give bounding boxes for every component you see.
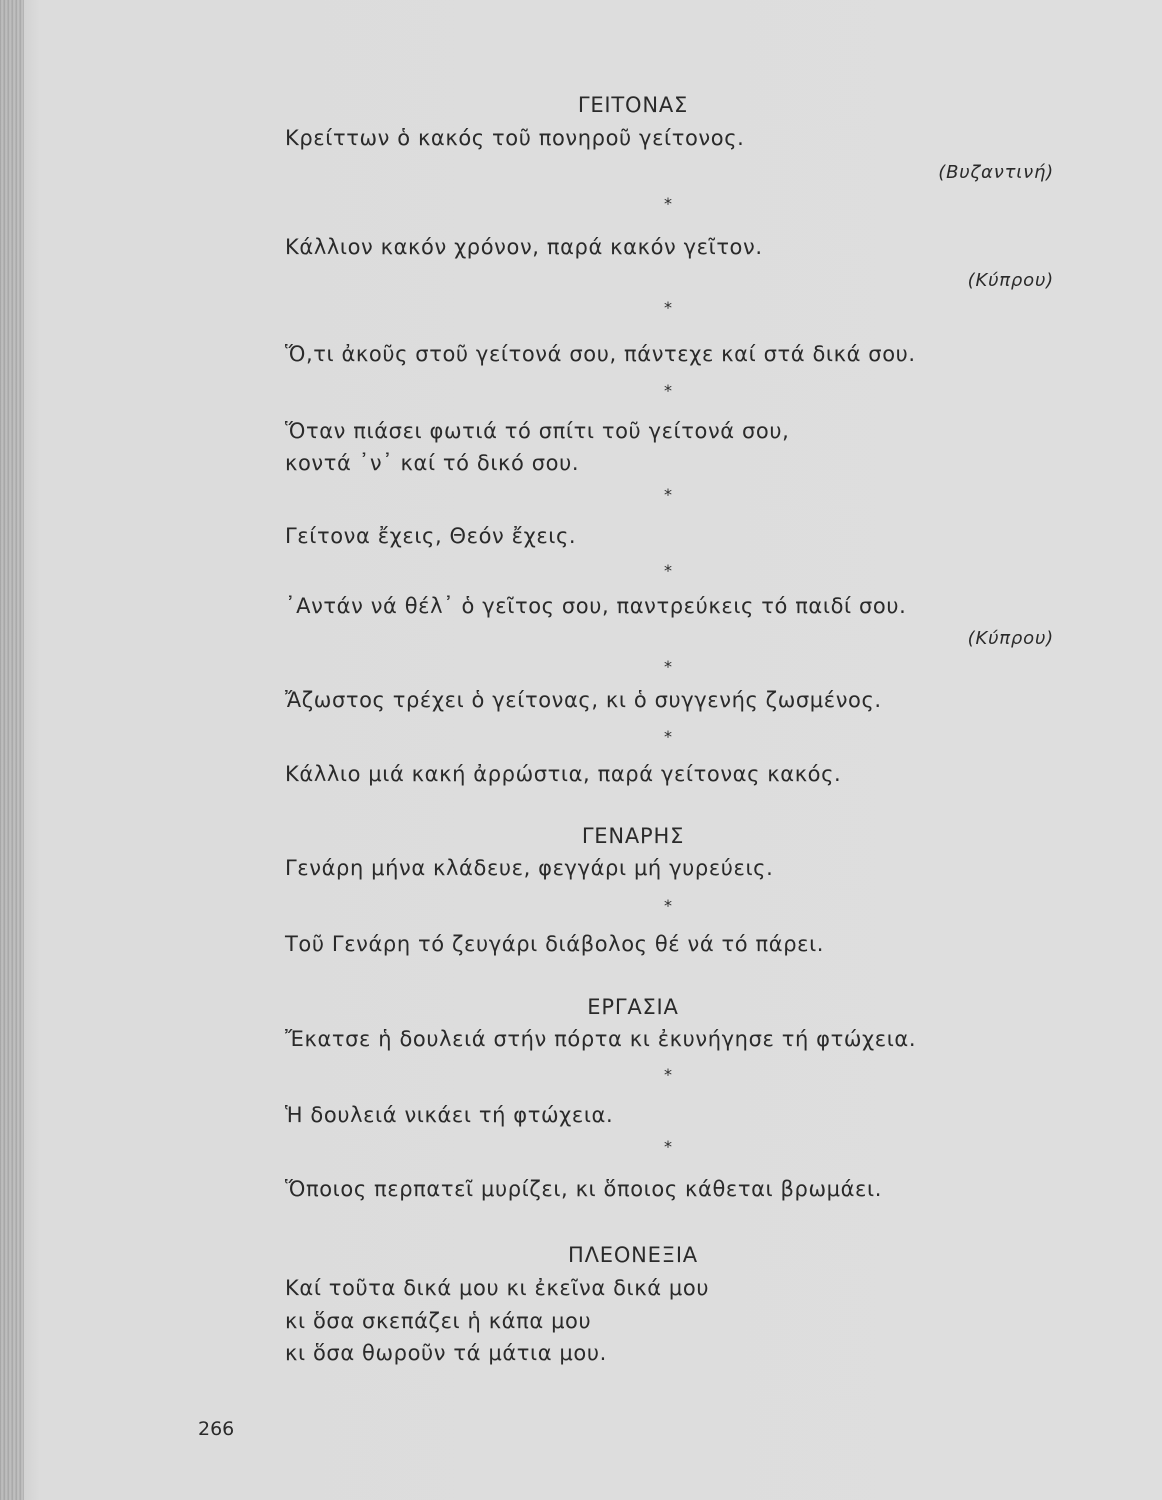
proverb-source: (Κύπρου): [967, 270, 1054, 291]
proverb-line: Ἔκατσε ἡ δουλειά στήν πόρτα κι ἐκυνήγησε τή φτώχεια.: [285, 1027, 917, 1051]
section-heading-geitonas: ΓΕΙΤΟΝΑΣ: [577, 93, 689, 117]
proverb-line: Τοῦ Γενάρη τό ζευγάρι διάβολος θέ νά τό πάρει.: [285, 932, 825, 956]
separator-star: *: [664, 194, 672, 213]
section-heading-genaris: ΓΕΝΑΡΗΣ: [581, 824, 685, 848]
proverb-source: (Κύπρου): [967, 628, 1054, 649]
proverb-line: κι ὅσα θωροῦν τά μάτια μου.: [285, 1341, 607, 1365]
proverb-source: (Βυζαντινή): [938, 162, 1054, 183]
separator-star: *: [664, 1137, 672, 1156]
separator-star: *: [664, 561, 672, 580]
page-number: 266: [198, 1418, 235, 1440]
separator-star: *: [664, 298, 672, 317]
section-heading-pleonexia: ΠΛΕΟΝΕΞΙΑ: [568, 1243, 698, 1267]
proverb-line: Ὅ,τι ἀκοῦς στοῦ γείτονά σου, πάντεχε καί στά δικά σου.: [285, 342, 916, 366]
proverb-line: Ὅποιος περπατεῖ μυρίζει, κι ὅποιος κάθεται βρωμάει.: [285, 1177, 882, 1201]
proverb-line: Γενάρη μήνα κλάδευε, φεγγάρι μή γυρεύεις.: [285, 856, 774, 880]
proverb-line: κοντά ᾽ν᾽ καί τό δικό σου.: [285, 451, 580, 475]
separator-star: *: [664, 485, 672, 504]
separator-star: *: [664, 896, 672, 915]
proverb-line: Ἄζωστος τρέχει ὁ γείτονας, κι ὁ συγγενής ζωσμένος.: [285, 688, 882, 712]
proverb-line: ᾽Αντάν νά θέλ᾽ ὁ γεῖτος σου, παντρεύκεις τό παιδί σου.: [285, 594, 907, 618]
proverb-line: Καί τοῦτα δικά μου κι ἐκεῖνα δικά μου: [285, 1276, 710, 1300]
proverb-line: Ἡ δουλειά νικάει τή φτώχεια.: [285, 1103, 614, 1127]
separator-star: *: [664, 727, 672, 746]
proverb-line: Ὅταν πιάσει φωτιά τό σπίτι τοῦ γείτονά σου,: [285, 419, 790, 443]
proverb-line: Κάλλιο μιά κακή ἀρρώστια, παρά γείτονας κακός.: [285, 762, 842, 786]
separator-star: *: [664, 1065, 672, 1084]
separator-star: *: [664, 381, 672, 400]
proverb-line: κι ὅσα σκεπάζει ἡ κάπα μου: [285, 1309, 592, 1333]
proverb-line: Γείτονα ἔχεις, Θεόν ἔχεις.: [285, 524, 577, 548]
section-heading-ergasia: ΕΡΓΑΣΙΑ: [587, 995, 679, 1019]
proverb-line: Κάλλιον κακόν χρόνον, παρά κακόν γεῖτον.: [285, 235, 763, 259]
proverb-line: Κρείττων ὁ κακός τοῦ πονηροῦ γείτονος.: [285, 126, 745, 150]
separator-star: *: [664, 657, 672, 676]
page-stack-edge: [0, 0, 24, 1500]
